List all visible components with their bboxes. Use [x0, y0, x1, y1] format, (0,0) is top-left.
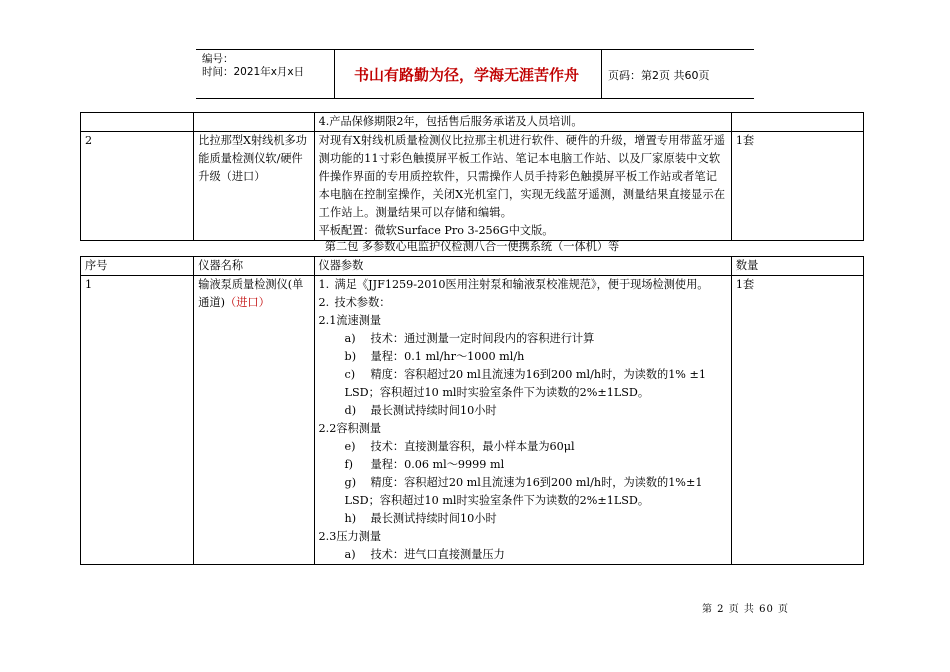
row-quantity: 1套 [731, 132, 863, 241]
row-number: 2 [81, 132, 194, 241]
param-item [319, 510, 727, 528]
param-item [319, 546, 727, 564]
param-item [319, 402, 727, 420]
param-item [319, 420, 727, 438]
document-number-label: 编号： [202, 53, 234, 65]
param-item-text: 技术参数： [334, 296, 391, 309]
header-motto-cell [335, 50, 602, 98]
spec-table-continued [80, 112, 864, 241]
param-item-label: b) [344, 350, 357, 363]
instrument-name-text: 输液泵质量检测仪(单通道) [198, 278, 304, 309]
spec-table [80, 256, 864, 565]
param-item-label: e) [344, 440, 356, 453]
param-item-text: 2.1流速测量 [318, 314, 382, 327]
param-item-text: 量程：0.06 ml～9999 ml [370, 458, 505, 471]
params-paragraph: 平板配置：微软Surface Pro 3-256G中文版。 [318, 224, 554, 237]
page-footer: 第 2 页 共 60 页 [702, 604, 789, 615]
param-item-label: 1. [318, 278, 330, 291]
param-item-text: 精度：容积超过20 ml且流速为16到200 ml/h时，为读数的1% ±1 LSD；容积超过10 ml时实验室条件下为读数的2%±1LSD。 [344, 368, 706, 399]
section-title: 第二包 多参数心电监护仪检测八合一便携系统（一体机）等 [324, 240, 620, 253]
row-params [314, 276, 731, 565]
params-list [319, 276, 727, 564]
param-item [319, 438, 727, 456]
row-params: 4.产品保修期限2年，包括售后服务承诺及人员培训。 [314, 113, 731, 132]
param-item-label: g) [344, 476, 357, 489]
param-item [319, 348, 727, 366]
param-item-label: c) [344, 368, 356, 381]
param-item [319, 294, 727, 312]
table-header-row [81, 257, 864, 276]
param-item-label: 2. [318, 296, 330, 309]
param-item-label: a) [344, 332, 356, 345]
param-item-label: f) [344, 458, 354, 471]
param-item [319, 330, 727, 348]
param-item-text: 2.2容积测量 [318, 422, 382, 435]
param-item [319, 366, 727, 402]
header-page-cell [602, 50, 754, 98]
row-params [314, 132, 731, 241]
param-item-text: 技术：通过测量一定时间段内的容积进行计算 [370, 332, 595, 345]
column-header: 仪器参数 [314, 257, 731, 276]
row-quantity: 1套 [731, 276, 863, 565]
params-paragraph: 对现有X射线机质量检测仪比拉那主机进行软件、硬件的升级，增置专用带蓝牙遥测功能的11寸彩色触摸屏平板工作站、笔记本电脑工作站、以及厂家原装中文软件操作界面的专用质控软件，只需操作人员手持彩色触摸屏平板工作站或者笔记本电脑在控制室操作，关闭X光机室门，实现无线蓝牙遥测，测量结果直接显示在工作站上。测量结果可以存储和编辑。 [318, 134, 726, 219]
param-item-label: a) [344, 548, 356, 561]
import-tag: （进口） [225, 296, 270, 309]
param-item [319, 276, 727, 294]
param-item-text: 技术：直接测量容积，最小样本量为60μl [370, 440, 575, 453]
param-item [319, 528, 727, 546]
instrument-name [194, 276, 314, 565]
param-item [319, 474, 727, 510]
param-item-text: 2.3压力测量 [318, 530, 382, 543]
param-item-text: 精度：容积超过20 ml且流速为16到200 ml/h时，为读数的1%±1 LSD；容积超过10 ml时实验室条件下为读数的2%±1LSD。 [344, 476, 703, 507]
param-item-label: h) [344, 512, 357, 525]
instrument-name: 比拉那型X射线机多功能质量检测仪软/硬件升级（进口） [194, 132, 314, 241]
header-motto: 书山有路勤为径，学海无涯苦作舟 [354, 66, 580, 84]
document-date: 时间：2021年x月x日 [202, 66, 305, 78]
param-item-text: 量程：0.1 ml/hr～1000 ml/h [370, 350, 525, 363]
param-item-label: d) [344, 404, 357, 417]
param-item-text: 最长测试持续时间10小时 [370, 512, 497, 525]
row-number: 1 [81, 276, 194, 565]
column-header: 序号 [81, 257, 194, 276]
param-item-text: 最长测试持续时间10小时 [370, 404, 497, 417]
column-header: 数量 [731, 257, 863, 276]
column-header: 仪器名称 [194, 257, 314, 276]
param-item [319, 456, 727, 474]
header-meta [196, 50, 335, 98]
param-item [319, 312, 727, 330]
table-row [81, 276, 864, 565]
header-page-number: 页码：第2页 共60页 [608, 69, 710, 82]
param-item-text: 技术：进气口直接测量压力 [370, 548, 505, 561]
page-header [196, 49, 754, 99]
table-row [81, 113, 864, 132]
param-item-text: 满足《JJF1259-2010医用注射泵和输液泵校准规范》，便于现场检测使用。 [334, 278, 709, 291]
table-row [81, 132, 864, 241]
